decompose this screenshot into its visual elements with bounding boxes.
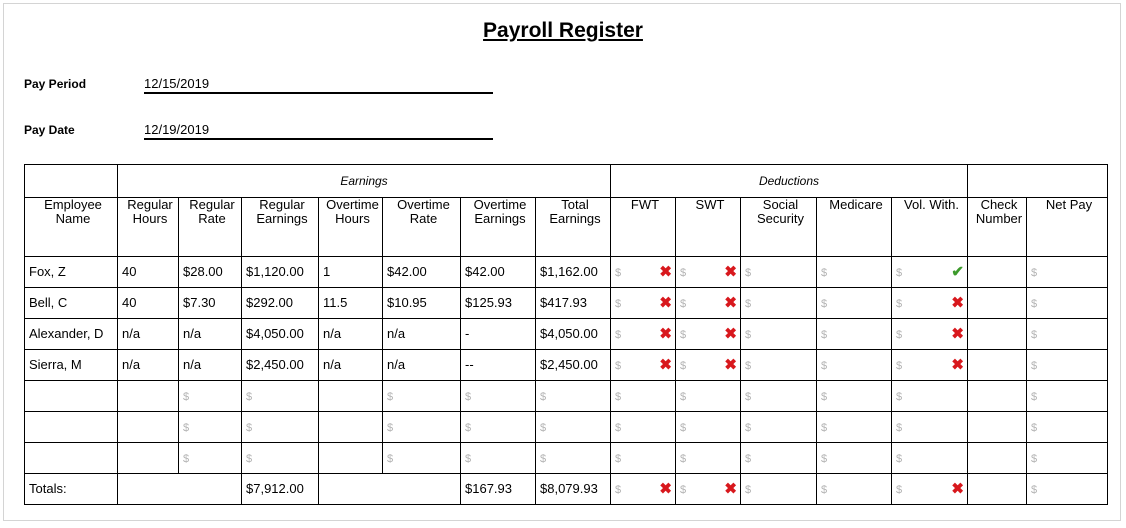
column-header-fwt: [611, 198, 676, 257]
fwt-cell[interactable]: [611, 319, 676, 350]
overtime-hours-cell[interactable]: [319, 412, 383, 443]
header-line-1: Total: [561, 197, 589, 212]
header-line-2: Name: [55, 211, 91, 226]
social-security-cell[interactable]: [741, 288, 817, 319]
page-title: Payroll Register: [483, 19, 643, 42]
fwt-cell[interactable]: [611, 412, 676, 443]
header-line-2: Hours: [335, 211, 370, 226]
header-line-1: Net Pay: [1045, 197, 1093, 212]
overtime-earnings-cell[interactable]: [461, 443, 536, 474]
swt-cell[interactable]: [676, 443, 741, 474]
currency-placeholder: $: [896, 328, 903, 341]
social-security-cell[interactable]: [741, 257, 817, 288]
currency-placeholder: $: [246, 452, 253, 465]
currency-placeholder: $: [896, 359, 903, 372]
regular-earnings-cell[interactable]: [242, 443, 319, 474]
vol-with-cell[interactable]: [892, 350, 968, 381]
blank-group-cell: [968, 165, 1108, 198]
header-line-1: Employee: [44, 197, 102, 212]
medicare-cell[interactable]: [817, 412, 892, 443]
currency-placeholder: $: [540, 421, 547, 434]
currency-placeholder: $: [246, 390, 253, 403]
regular-hours-cell[interactable]: [118, 443, 179, 474]
medicare-cell[interactable]: [817, 288, 892, 319]
totals-swt-cell[interactable]: [676, 474, 741, 505]
currency-placeholder: $: [745, 483, 752, 496]
check-number-cell[interactable]: [968, 381, 1027, 412]
header-line-1: Overtime: [326, 197, 379, 212]
vol-with-cell[interactable]: [892, 257, 968, 288]
overtime-rate-cell[interactable]: [383, 381, 461, 412]
header-line-2: Rate: [409, 211, 438, 226]
swt-cell[interactable]: [676, 319, 741, 350]
swt-cell[interactable]: [676, 412, 741, 443]
currency-placeholder: $: [1031, 328, 1038, 341]
overtime-earnings-cell[interactable]: [461, 412, 536, 443]
net-pay-cell[interactable]: [1027, 443, 1108, 474]
header-line-1: SWT: [695, 197, 725, 212]
currency-placeholder: $: [1031, 483, 1038, 496]
currency-placeholder: $: [1031, 452, 1038, 465]
currency-placeholder: $: [680, 483, 687, 496]
currency-placeholder: $: [615, 266, 622, 279]
currency-placeholder: $: [183, 452, 190, 465]
empty-table-row: [25, 443, 1108, 474]
regular-earnings-cell[interactable]: $2,450.00: [242, 350, 319, 381]
currency-placeholder: $: [745, 452, 752, 465]
total-earnings-cell[interactable]: $1,162.00: [536, 257, 611, 288]
totals-regular-earnings: $7,912.00: [242, 474, 319, 505]
currency-placeholder: $: [680, 421, 687, 434]
header-line-1: Vol. With.: [904, 197, 959, 212]
medicare-cell[interactable]: [817, 381, 892, 412]
net-pay-cell[interactable]: [1027, 350, 1108, 381]
fwt-cell[interactable]: [611, 381, 676, 412]
currency-placeholder: $: [821, 266, 828, 279]
payroll-table: [24, 164, 1108, 505]
table-row: [25, 319, 1108, 350]
regular-hours-cell[interactable]: 40: [118, 288, 179, 319]
currency-placeholder: $: [680, 452, 687, 465]
overtime-hours-cell[interactable]: [319, 443, 383, 474]
currency-placeholder: $: [680, 328, 687, 341]
medicare-cell[interactable]: [817, 443, 892, 474]
totals-total-earnings: $8,079.93: [536, 474, 611, 505]
pay-period-label: Pay Period: [24, 77, 87, 91]
header-line-2: Earnings: [549, 211, 601, 226]
overtime-hours-cell[interactable]: [319, 381, 383, 412]
vol-with-cell[interactable]: [892, 288, 968, 319]
header-line-1: Social: [762, 197, 799, 212]
currency-placeholder: $: [821, 390, 828, 403]
totals-fwt-cell[interactable]: [611, 474, 676, 505]
net-pay-cell[interactable]: [1027, 257, 1108, 288]
currency-placeholder: $: [896, 266, 903, 279]
overtime-hours-cell[interactable]: n/a: [319, 319, 383, 350]
header-line-1: Check: [980, 197, 1018, 212]
overtime-hours-cell[interactable]: 1: [319, 257, 383, 288]
column-header-regular-earnings: [242, 198, 319, 257]
currency-placeholder: $: [183, 421, 190, 434]
overtime-hours-cell[interactable]: 11.5: [319, 288, 383, 319]
check-number-cell[interactable]: [968, 288, 1027, 319]
employee-name-cell[interactable]: [25, 381, 118, 412]
blank-corner-cell: [25, 165, 118, 198]
overtime-earnings-cell[interactable]: -: [461, 319, 536, 350]
overtime-earnings-cell[interactable]: [461, 381, 536, 412]
regular-earnings-cell[interactable]: $4,050.00: [242, 319, 319, 350]
social-security-cell[interactable]: [741, 319, 817, 350]
column-header-check-number: [968, 198, 1027, 257]
check-number-cell[interactable]: [968, 319, 1027, 350]
column-header-net-pay: [1027, 198, 1108, 257]
empty-table-row: [25, 381, 1108, 412]
currency-placeholder: $: [387, 421, 394, 434]
x-mark-icon: ✖: [724, 356, 737, 374]
check-number-cell[interactable]: [968, 412, 1027, 443]
currency-placeholder: $: [745, 421, 752, 434]
deductions-group-header: Deductions: [611, 165, 968, 198]
column-header-regular-rate: [179, 198, 242, 257]
totals-gap: [319, 474, 461, 505]
currency-placeholder: $: [465, 452, 472, 465]
regular-earnings-cell[interactable]: [242, 412, 319, 443]
x-mark-icon: ✖: [659, 356, 672, 374]
fwt-cell[interactable]: [611, 288, 676, 319]
overtime-rate-cell[interactable]: n/a: [383, 350, 461, 381]
total-earnings-cell[interactable]: $417.93: [536, 288, 611, 319]
header-line-2: Rate: [198, 211, 226, 226]
currency-placeholder: $: [745, 390, 752, 403]
totals-label: Totals:: [25, 474, 118, 505]
totals-vol-with-cell[interactable]: [892, 474, 968, 505]
header-line-2: Hours: [132, 211, 168, 226]
regular-rate-cell[interactable]: n/a: [179, 319, 242, 350]
regular-earnings-cell[interactable]: $1,120.00: [242, 257, 319, 288]
currency-placeholder: $: [615, 328, 622, 341]
net-pay-cell[interactable]: [1027, 412, 1108, 443]
total-earnings-cell[interactable]: $2,450.00: [536, 350, 611, 381]
employee-name-cell[interactable]: [25, 443, 118, 474]
column-header-medicare: [817, 198, 892, 257]
overtime-earnings-cell[interactable]: $42.00: [461, 257, 536, 288]
swt-cell[interactable]: [676, 350, 741, 381]
header-line-1: FWT: [630, 197, 660, 212]
header-line-1: Overtime: [473, 197, 527, 212]
table-row: [25, 257, 1108, 288]
currency-placeholder: $: [896, 421, 903, 434]
column-header-overtime-rate: [383, 198, 461, 257]
fwt-cell[interactable]: [611, 443, 676, 474]
currency-placeholder: $: [896, 483, 903, 496]
currency-placeholder: $: [246, 421, 253, 434]
totals-medicare-cell[interactable]: [817, 474, 892, 505]
regular-rate-cell[interactable]: $28.00: [179, 257, 242, 288]
currency-placeholder: $: [615, 452, 622, 465]
x-mark-icon: ✖: [951, 294, 964, 312]
currency-placeholder: $: [615, 359, 622, 372]
currency-placeholder: $: [821, 421, 828, 434]
vol-with-cell[interactable]: [892, 381, 968, 412]
currency-placeholder: $: [540, 452, 547, 465]
column-header-social-security: [741, 198, 817, 257]
regular-rate-cell[interactable]: [179, 443, 242, 474]
overtime-earnings-cell[interactable]: --: [461, 350, 536, 381]
swt-cell[interactable]: [676, 381, 741, 412]
regular-hours-cell[interactable]: n/a: [118, 319, 179, 350]
currency-placeholder: $: [680, 390, 687, 403]
column-header-overtime-hours: [319, 198, 383, 257]
currency-placeholder: $: [1031, 266, 1038, 279]
check-number-cell[interactable]: [968, 350, 1027, 381]
x-mark-icon: ✖: [659, 325, 672, 343]
totals-social-security-cell[interactable]: [741, 474, 817, 505]
regular-earnings-cell[interactable]: $292.00: [242, 288, 319, 319]
regular-earnings-cell[interactable]: [242, 381, 319, 412]
currency-placeholder: $: [745, 328, 752, 341]
social-security-cell[interactable]: [741, 350, 817, 381]
x-mark-icon: ✖: [724, 325, 737, 343]
social-security-cell[interactable]: [741, 443, 817, 474]
pay-date-label: Pay Date: [24, 123, 75, 137]
column-header-regular-hours: [118, 198, 179, 257]
overtime-rate-cell[interactable]: $10.95: [383, 288, 461, 319]
net-pay-cell[interactable]: [1027, 319, 1108, 350]
currency-placeholder: $: [821, 452, 828, 465]
medicare-cell[interactable]: [817, 350, 892, 381]
table-row: [25, 288, 1108, 319]
currency-placeholder: $: [680, 266, 687, 279]
header-line-2: Security: [757, 211, 804, 226]
header-line-1: Regular: [189, 197, 235, 212]
currency-placeholder: $: [745, 359, 752, 372]
swt-cell[interactable]: [676, 257, 741, 288]
pay-period-field[interactable]: 12/15/2019: [144, 76, 493, 94]
fwt-cell[interactable]: [611, 350, 676, 381]
regular-hours-cell[interactable]: [118, 381, 179, 412]
x-mark-icon: ✖: [659, 263, 672, 281]
employee-name-cell[interactable]: Alexander, D: [25, 319, 118, 350]
medicare-cell[interactable]: [817, 257, 892, 288]
x-mark-icon: ✖: [724, 480, 737, 498]
total-earnings-cell[interactable]: [536, 412, 611, 443]
column-header-overtime-earnings: [461, 198, 536, 257]
currency-placeholder: $: [615, 297, 622, 310]
column-header-employee: [25, 198, 118, 257]
x-mark-icon: ✖: [951, 480, 964, 498]
x-mark-icon: ✖: [659, 480, 672, 498]
totals-row: [25, 474, 1108, 505]
x-mark-icon: ✖: [951, 356, 964, 374]
currency-placeholder: $: [1031, 421, 1038, 434]
currency-placeholder: $: [745, 297, 752, 310]
vol-with-cell[interactable]: [892, 319, 968, 350]
column-header-vol-with: [892, 198, 968, 257]
header-line-1: Medicare: [829, 197, 883, 212]
currency-placeholder: $: [680, 359, 687, 372]
totals-gap: [118, 474, 242, 505]
overtime-rate-cell[interactable]: $42.00: [383, 257, 461, 288]
regular-rate-cell[interactable]: n/a: [179, 350, 242, 381]
check-number-cell[interactable]: [968, 443, 1027, 474]
currency-placeholder: $: [540, 390, 547, 403]
header-line-1: Overtime: [397, 197, 450, 212]
header-line-1: Regular: [127, 197, 173, 212]
currency-placeholder: $: [821, 359, 828, 372]
currency-placeholder: $: [896, 452, 903, 465]
social-security-cell[interactable]: [741, 381, 817, 412]
currency-placeholder: $: [387, 390, 394, 403]
overtime-rate-cell[interactable]: n/a: [383, 319, 461, 350]
currency-placeholder: $: [745, 266, 752, 279]
header-line-2: Earnings: [256, 211, 308, 226]
column-header-total-earnings: [536, 198, 611, 257]
swt-cell[interactable]: [676, 288, 741, 319]
x-mark-icon: ✖: [659, 294, 672, 312]
earnings-group-header: Earnings: [118, 165, 611, 198]
currency-placeholder: $: [1031, 297, 1038, 310]
check-mark-icon: ✔: [951, 263, 964, 281]
currency-placeholder: $: [1031, 390, 1038, 403]
currency-placeholder: $: [1031, 359, 1038, 372]
totals-net-pay-cell[interactable]: [1027, 474, 1108, 505]
regular-rate-cell[interactable]: $7.30: [179, 288, 242, 319]
currency-placeholder: $: [615, 483, 622, 496]
x-mark-icon: ✖: [951, 325, 964, 343]
social-security-cell[interactable]: [741, 412, 817, 443]
header-line-2: Earnings: [474, 211, 526, 226]
currency-placeholder: $: [821, 297, 828, 310]
overtime-rate-cell[interactable]: [383, 412, 461, 443]
currency-placeholder: $: [183, 390, 190, 403]
vol-with-cell[interactable]: [892, 443, 968, 474]
regular-rate-cell[interactable]: [179, 412, 242, 443]
regular-hours-cell[interactable]: n/a: [118, 350, 179, 381]
overtime-rate-cell[interactable]: [383, 443, 461, 474]
total-earnings-cell[interactable]: [536, 381, 611, 412]
currency-placeholder: $: [821, 483, 828, 496]
totals-gap: [968, 474, 1027, 505]
pay-date-field[interactable]: 12/19/2019: [144, 122, 493, 140]
x-mark-icon: ✖: [724, 294, 737, 312]
employee-name-cell[interactable]: Sierra, M: [25, 350, 118, 381]
currency-placeholder: $: [680, 297, 687, 310]
employee-name-cell[interactable]: Bell, C: [25, 288, 118, 319]
overtime-earnings-cell[interactable]: $125.93: [461, 288, 536, 319]
regular-rate-cell[interactable]: [179, 381, 242, 412]
currency-placeholder: $: [896, 297, 903, 310]
currency-placeholder: $: [821, 328, 828, 341]
currency-placeholder: $: [465, 421, 472, 434]
regular-hours-cell[interactable]: [118, 412, 179, 443]
currency-placeholder: $: [615, 421, 622, 434]
x-mark-icon: ✖: [724, 263, 737, 281]
check-number-cell[interactable]: [968, 257, 1027, 288]
totals-overtime-earnings: $167.93: [461, 474, 536, 505]
column-header-swt: [676, 198, 741, 257]
table-row: [25, 350, 1108, 381]
vol-with-cell[interactable]: [892, 412, 968, 443]
header-line-1: Regular: [259, 197, 305, 212]
empty-table-row: [25, 412, 1108, 443]
currency-placeholder: $: [896, 390, 903, 403]
employee-name-cell[interactable]: Fox, Z: [25, 257, 118, 288]
header-line-2: Number: [975, 211, 1023, 226]
regular-hours-cell[interactable]: 40: [118, 257, 179, 288]
overtime-hours-cell[interactable]: n/a: [319, 350, 383, 381]
currency-placeholder: $: [465, 390, 472, 403]
net-pay-cell[interactable]: [1027, 381, 1108, 412]
medicare-cell[interactable]: [817, 319, 892, 350]
net-pay-cell[interactable]: [1027, 288, 1108, 319]
total-earnings-cell[interactable]: [536, 443, 611, 474]
currency-placeholder: $: [615, 390, 622, 403]
currency-placeholder: $: [387, 452, 394, 465]
total-earnings-cell[interactable]: $4,050.00: [536, 319, 611, 350]
employee-name-cell[interactable]: [25, 412, 118, 443]
fwt-cell[interactable]: [611, 257, 676, 288]
